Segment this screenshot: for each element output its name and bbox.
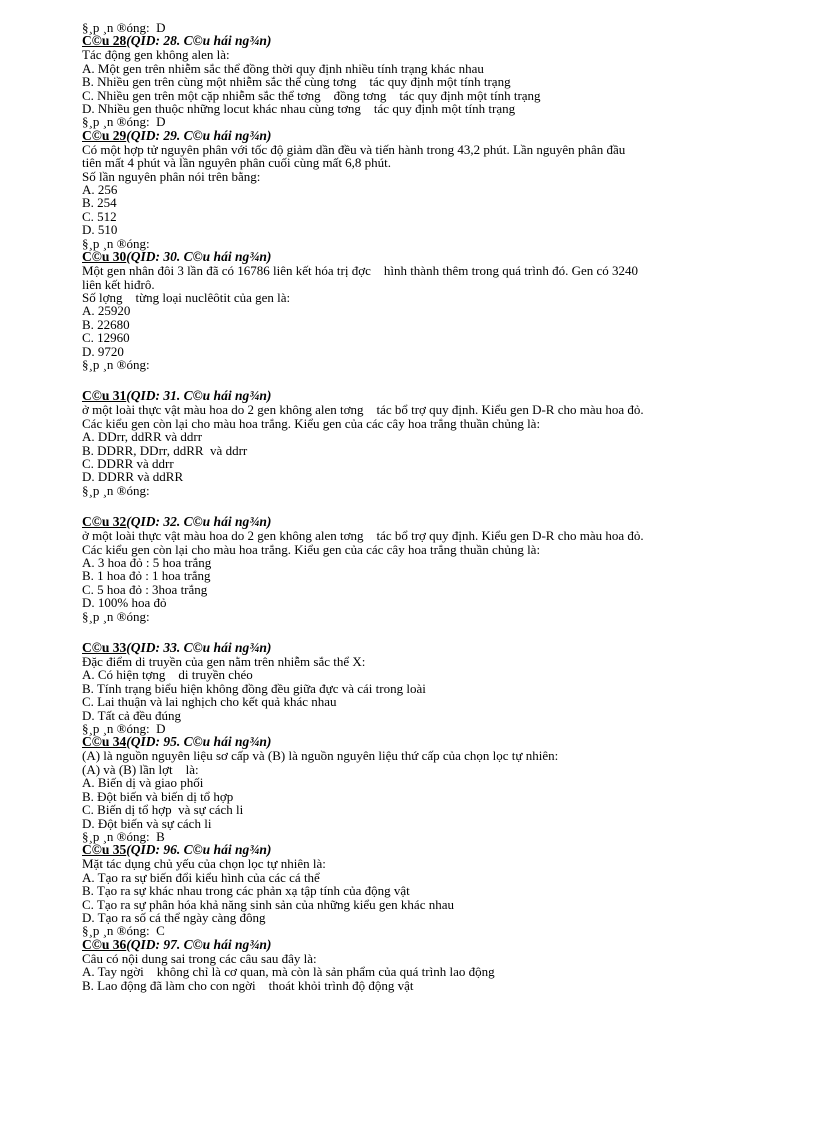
- text-line: C. 12960: [82, 330, 130, 346]
- answer-line: §¸p ¸n ®óng: C: [82, 923, 165, 939]
- text-line: A. 256: [82, 182, 118, 198]
- question-meta: (QID: 30. C©u hái ng¾n): [126, 249, 272, 265]
- question-number: C©u 33: [82, 640, 127, 656]
- question-heading: [82, 34, 792, 48]
- text-line: D. Tạo ra số cá thể ngày càng đông: [82, 909, 266, 925]
- question-meta: (QID: 32. C©u hái ng¾n): [126, 514, 272, 530]
- answer-line: §¸p ¸n ®óng: D: [82, 20, 166, 35]
- question-heading: [82, 129, 792, 143]
- answer-line: §¸p ¸n ®óng:: [82, 608, 150, 624]
- spacer: [82, 371, 792, 389]
- text-line: D. Nhiều gen thuộc những locut khác nhau cùng tơng tác quy định một tính trạng: [82, 101, 516, 117]
- text-line: B. 22680: [82, 316, 130, 332]
- text-line: C. DDRR và ddrr: [82, 455, 174, 471]
- text-line: D. 9720: [82, 343, 124, 359]
- question-heading: [82, 641, 792, 655]
- text-line: D. Tất cả đều đúng: [82, 707, 182, 723]
- text-line: A. Tạo ra sự biến đổi kiểu hình của các cá thể: [82, 869, 320, 885]
- question-meta: (QID: 29. C©u hái ng¾n): [126, 127, 272, 143]
- text-line: B. 1 hoa đỏ : 1 hoa trắng: [82, 568, 211, 584]
- text-line: A. Một gen trên nhiễm sắc thể đồng thời quy định nhiều tính trạng khác nhau: [82, 60, 484, 76]
- text-line: C. Biến dị tổ hợp và sự cách li: [82, 802, 244, 818]
- question-meta: (QID: 97. C©u hái ng¾n): [126, 936, 272, 952]
- question-number: C©u 34: [82, 734, 127, 750]
- document-page: [82, 21, 792, 992]
- text-line: Có một hợp tử nguyên phân với tốc độ giảm dần đều và tiến hành trong 43,2 phút. Lần nguyên phân đầu: [82, 141, 626, 157]
- answer-line: §¸p ¸n ®óng:: [82, 235, 150, 251]
- text-line: ở một loài thực vật màu hoa do 2 gen không alen tơng tác bổ trợ quy định. Kiểu gen D-R cho màu hoa đỏ.: [82, 402, 644, 418]
- question-number: C©u 30: [82, 249, 127, 265]
- answer-line: §¸p ¸n ®óng: D: [82, 721, 166, 737]
- question-number: C©u 36: [82, 936, 127, 952]
- question-meta: (QID: 31. C©u hái ng¾n): [126, 388, 272, 404]
- text-line: A. 3 hoa đỏ : 5 hoa trắng: [82, 555, 212, 570]
- question-number: C©u 29: [82, 127, 127, 143]
- text-line: D. DDRR và ddRR: [82, 469, 184, 485]
- text-line: A. Biến dị và giao phối: [82, 775, 204, 791]
- text-line: liên kết hiđrô.: [82, 276, 155, 292]
- answer-line: §¸p ¸n ®óng: B: [82, 828, 165, 844]
- question-meta: (QID: 28. C©u hái ng¾n): [126, 33, 272, 49]
- text-line: Đặc điểm di truyền của gen nằm trên nhiễm sắc thể X:: [82, 654, 366, 670]
- text-line: C. Tạo ra sự phân hóa khả năng sinh sản của những kiểu gen khác nhau: [82, 896, 454, 912]
- text-line: B. DDRR, DDrr, ddRR và ddrr: [82, 442, 248, 458]
- text-line: D. 100% hoa đỏ: [82, 595, 167, 611]
- text-line: tiên mất 4 phút và lần nguyên phân cuối cùng mất 6,8 phút.: [82, 155, 392, 171]
- text-line: Các kiểu gen còn lại cho màu hoa trắng. Kiểu gen của các cây hoa trắng thuần chủng là:: [82, 415, 541, 431]
- spacer: [82, 623, 792, 641]
- text-line: A. DDrr, ddRR và ddrr: [82, 429, 203, 445]
- text-line: A. 25920: [82, 303, 131, 319]
- answer-line: §¸p ¸n ®óng: D: [82, 114, 166, 130]
- question-meta: (QID: 33. C©u hái ng¾n): [126, 640, 272, 656]
- question-heading: [82, 250, 792, 264]
- question-meta: (QID: 95. C©u hái ng¾n): [126, 734, 272, 750]
- text-line: Mặt tác dụng chủ yếu của chọn lọc tự nhiên là:: [82, 856, 326, 872]
- answer-line: §¸p ¸n ®óng:: [82, 356, 150, 372]
- question-meta: (QID: 96. C©u hái ng¾n): [126, 842, 272, 858]
- question-heading: [82, 735, 792, 749]
- question-number: C©u 28: [82, 33, 127, 49]
- question-heading: [82, 843, 792, 857]
- question-number: C©u 32: [82, 514, 127, 530]
- question-heading: [82, 515, 792, 529]
- question-heading: [82, 938, 792, 952]
- text-line: B. Lao động đã làm cho con ngời thoát khỏi trình độ động vật: [82, 977, 414, 993]
- text-line: B. Đột biến và biến dị tổ hợp: [82, 788, 234, 804]
- text-line: C. 512: [82, 208, 117, 224]
- text-line: B. Tạo ra sự khác nhau trong các phản xạ tập tính của động vật: [82, 883, 410, 899]
- question-number: C©u 35: [82, 842, 127, 858]
- text-line: C. Nhiều gen trên một cặp nhiễm sắc thể tơng đồng tơng tác quy định một tính trạng: [82, 87, 541, 103]
- answer-line: §¸p ¸n ®óng:: [82, 482, 150, 498]
- text-line: D. Đột biến và sự cách li: [82, 815, 212, 831]
- text-line: B. 254: [82, 195, 117, 211]
- text-line: B. Tính trạng biểu hiện không đồng đều giữa đực và cái trong loài: [82, 680, 426, 696]
- text-line: Các kiểu gen còn lại cho màu hoa trắng. Kiểu gen của các cây hoa trắng thuần chủng là:: [82, 541, 541, 557]
- text-line: Tác động gen không alen là:: [82, 47, 230, 63]
- text-line: C. Lai thuận và lai nghịch cho kết quả khác nhau: [82, 694, 337, 710]
- text-line: (A) là nguồn nguyên liệu sơ cấp và (B) là nguồn nguyên liệu thứ cấp của chọn lọc tự nhiên:: [82, 748, 559, 764]
- text-line: Số lợng từng loại nuclêôtit của gen là:: [82, 289, 291, 305]
- text-line: ở một loài thực vật màu hoa do 2 gen không alen tơng tác bổ trợ quy định. Kiểu gen D-R cho màu hoa đỏ.: [82, 528, 644, 544]
- question-number: C©u 31: [82, 388, 127, 404]
- text-line: C. 5 hoa đỏ : 3hoa trắng: [82, 581, 208, 597]
- text-line: Câu có nội dung sai trong các câu sau đây là:: [82, 950, 317, 966]
- text-line: Số lần nguyên phân nói trên bằng:: [82, 168, 261, 184]
- spacer: [82, 497, 792, 515]
- text-line: D. 510: [82, 222, 118, 238]
- text-line: A. Có hiện tợng di truyền chéo: [82, 667, 253, 683]
- text-line: (A) và (B) lần lợt là:: [82, 761, 199, 777]
- text-line: B. Nhiều gen trên cùng một nhiễm sắc thể cùng tơng tác quy định một tính trạng: [82, 74, 511, 90]
- text-line: A. Tay ngời không chỉ là cơ quan, mà còn là sản phẩm của quá trình lao động: [82, 964, 495, 980]
- question-heading: [82, 389, 792, 403]
- text-line: Một gen nhân đôi 3 lần đã có 16786 liên kết hóa trị đợc hình thành thêm trong quá trình đó. Gen có 3240: [82, 263, 639, 279]
